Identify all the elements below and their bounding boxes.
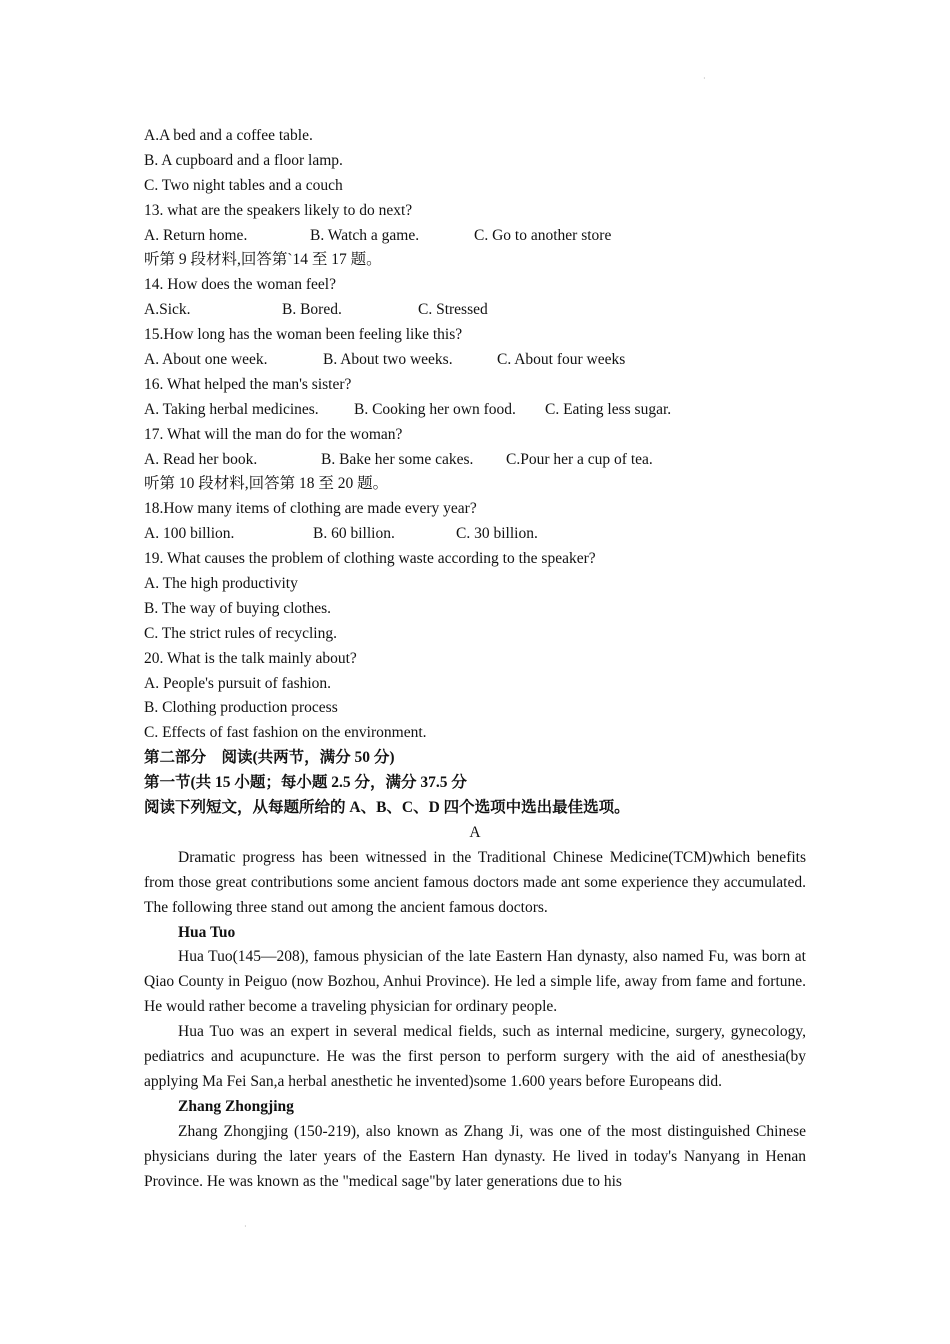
- q20-option-a: A. People's pursuit of fashion.: [144, 674, 332, 692]
- q20-option-c: C. Effects of fast fashion on the environment.: [144, 724, 427, 742]
- q19-stem: 19. What causes the problem of clothing waste according to the speaker?: [144, 550, 596, 568]
- heading-hua-tuo: Hua Tuo: [178, 923, 236, 941]
- q12-option-a: A.A bed and a coffee table.: [144, 127, 313, 144]
- q18-option-b: B. 60 billion.: [313, 525, 395, 543]
- q15-option-c: C. About four weeks: [497, 351, 626, 369]
- scan-mark: ·: [703, 74, 706, 83]
- q14-option-a: A.Sick.: [144, 301, 191, 319]
- q13-option-a: A. Return home.: [144, 226, 248, 244]
- part2-instruction: 阅读下列短文，从每题所给的 A、B、C、D 四个选项中选出最佳选项。: [144, 799, 630, 817]
- q19-option-a: A. The high productivity: [144, 575, 298, 593]
- q14-stem: 14. How does the woman feel?: [144, 276, 336, 294]
- q15-stem: 15.How long has the woman been feeling like this?: [144, 326, 463, 344]
- heading-zhang-zhongjing: Zhang Zhongjing: [178, 1097, 294, 1115]
- q18-stem: 18.How many items of clothing are made every year?: [144, 500, 477, 518]
- q16-option-a: A. Taking herbal medicines.: [144, 400, 319, 418]
- q13-option-b: B. Watch a game.: [310, 226, 420, 244]
- q19-option-b: B. The way of buying clothes.: [144, 599, 331, 617]
- q12-option-c: C. Two night tables and a couch: [144, 176, 343, 194]
- hua-tuo-paragraph-1: Hua Tuo(145—208), famous physician of the late Eastern Han dynasty, also named Fu, was born at Qiao County in Peiguo (now Bozhou, Anhui Province). He led a simple life, away from fame and fortune. He would rather become a traveling physician for ordinary people.: [144, 948, 806, 1016]
- q18-option-c: C. 30 billion.: [456, 525, 538, 543]
- q17-option-c: C.Pour her a cup of tea.: [506, 450, 653, 468]
- q16-options: [144, 398, 806, 423]
- zhang-zhongjing-paragraph: Zhang Zhongjing (150-219), also known as Zhang Ji, was one of the most distinguished Chinese physicians during the later years of the Eastern Han dynasty. He lived in today's Nanyang in Henan Province. He was known as the "medical sage"by later generations due to his: [144, 1122, 806, 1190]
- q17-option-a: A. Read her book.: [144, 450, 258, 468]
- q16-option-b: B. Cooking her own food.: [354, 400, 516, 418]
- q19-option-c: C. The strict rules of recycling.: [144, 624, 337, 642]
- part2-section1: 第一节(共 15 小题；每小题 2.5 分，满分 37.5 分: [144, 774, 467, 792]
- q16-stem: 16. What helped the man's sister?: [144, 375, 352, 393]
- page-content: [144, 124, 806, 1194]
- q15-option-a: A. About one week.: [144, 351, 268, 369]
- q14-option-b: B. Bored.: [282, 301, 342, 319]
- hua-tuo-paragraph-2: Hua Tuo was an expert in several medical fields, such as internal medicine, surgery, gynecology, pediatrics and acupuncture. He was the first person to perform surgery with the aid of anesthesia(by applying Ma Fei San,a herbal anesthetic he invented)some 1.600 years before Europeans did.: [144, 1023, 806, 1090]
- passage-intro: Dramatic progress has been witnessed in the Traditional Chinese Medicine(TCM)which benefits from those great contributions some ancient famous doctors made ant some experience they accumulated. The following three stand out among the ancient famous doctors.: [144, 848, 806, 916]
- q12-option-b: B. A cupboard and a floor lamp.: [144, 151, 343, 169]
- q17-options: [144, 448, 806, 473]
- q15-option-b: B. About two weeks.: [323, 351, 453, 369]
- q13-options: [144, 224, 806, 249]
- q14-option-c: C. Stressed: [418, 301, 488, 319]
- q13-stem: 13. what are the speakers likely to do next?: [144, 201, 413, 219]
- q15-options: [144, 348, 806, 373]
- part2-title: 第二部分 阅读(共两节，满分 50 分): [144, 749, 395, 767]
- q20-option-b: B. Clothing production process: [144, 699, 338, 717]
- q16-option-c: C. Eating less sugar.: [545, 400, 672, 418]
- q20-stem: 20. What is the talk mainly about?: [144, 649, 357, 667]
- scan-mark: ·: [244, 1222, 247, 1231]
- section9-instruction: 听第 9 段材料,回答第`14 至 17 题。: [144, 251, 382, 269]
- section10-instruction: 听第 10 段材料,回答第 18 至 20 题。: [144, 475, 389, 493]
- passage-label: A: [469, 823, 481, 841]
- q18-option-a: A. 100 billion.: [144, 525, 235, 543]
- q13-option-c: C. Go to another store: [474, 226, 612, 244]
- q18-options: [144, 522, 806, 547]
- q17-option-b: B. Bake her some cakes.: [321, 450, 474, 468]
- q14-options: [144, 298, 806, 323]
- q17-stem: 17. What will the man do for the woman?: [144, 425, 403, 443]
